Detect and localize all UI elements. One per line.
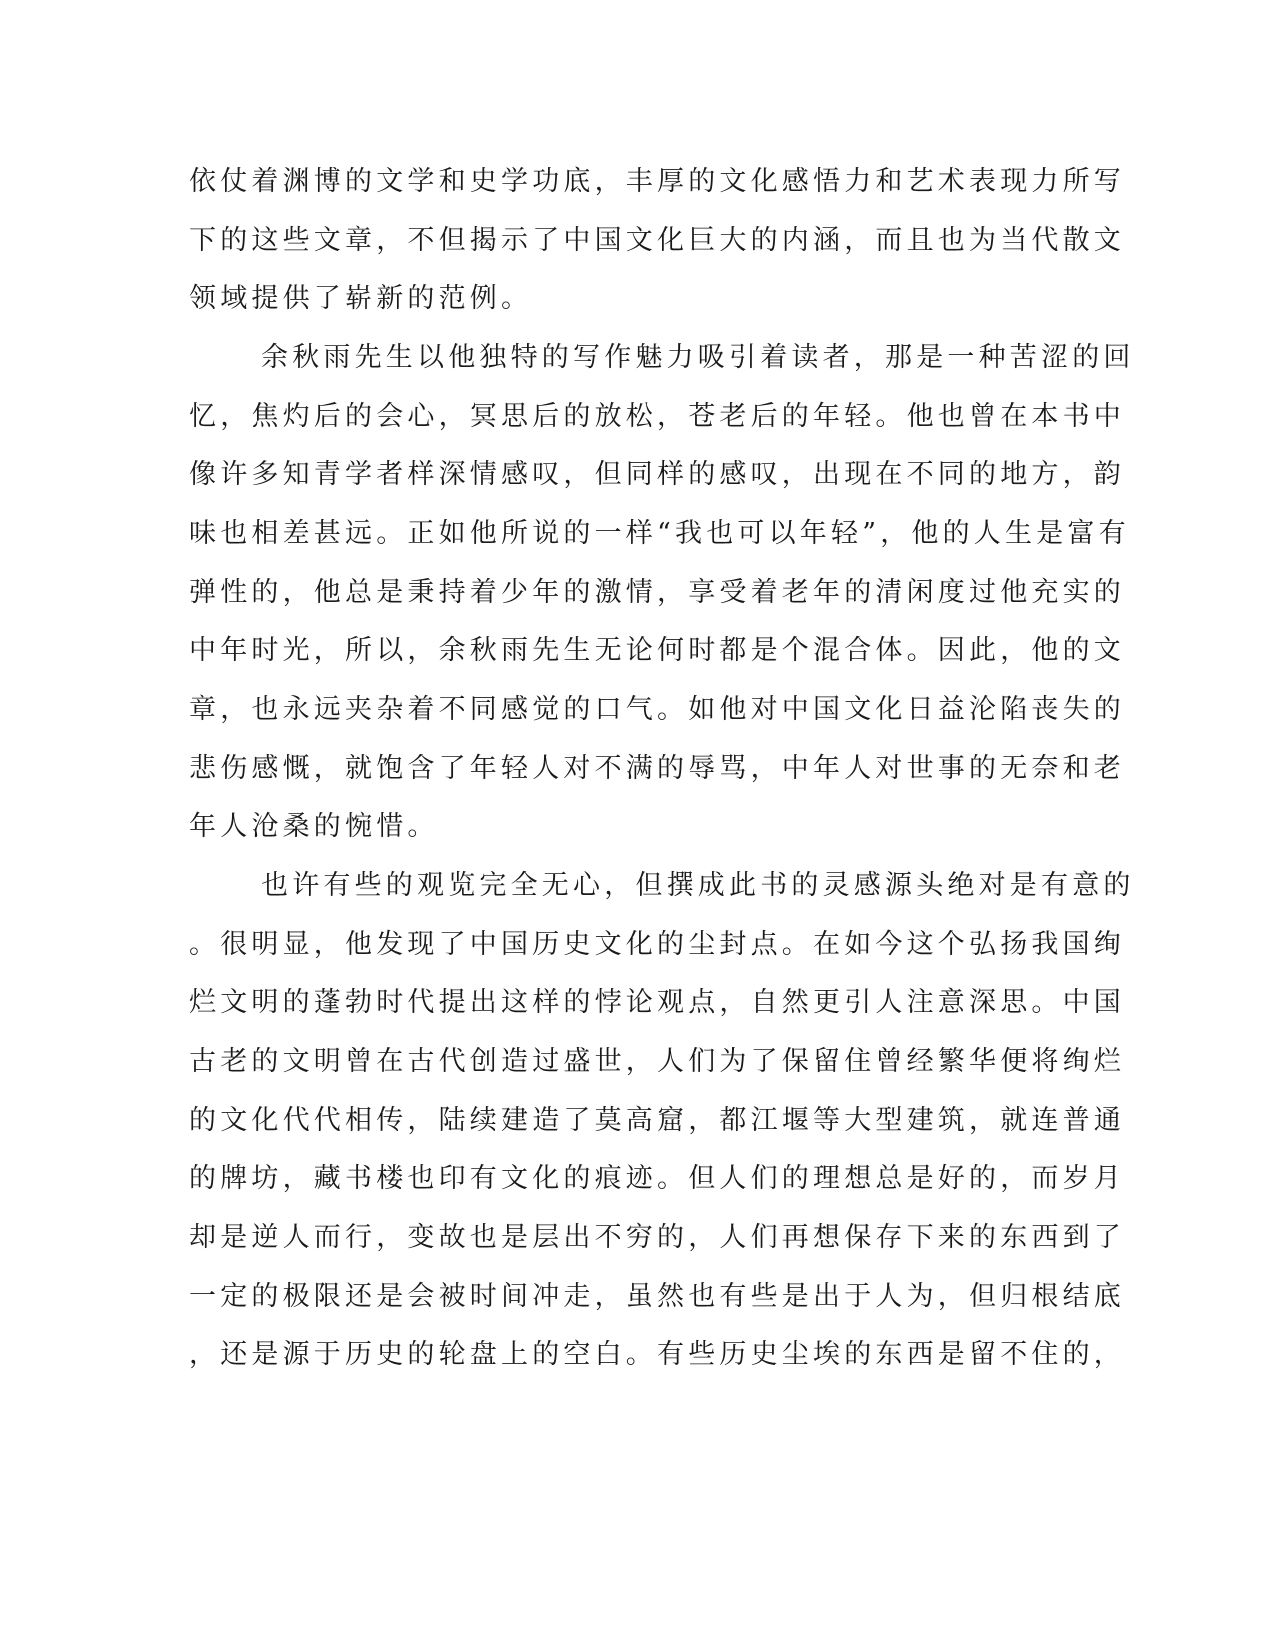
text-line: 下的这些文章，不但揭示了中国文化巨大的内涵，而且也为当代散文 [189, 225, 1125, 256]
text-line: 烂文明的蓬勃时代提出这样的悖论观点，自然更引人注意深思。中国 [189, 987, 1125, 1018]
text-line: 的牌坊，藏书楼也印有文化的痕迹。但人们的理想总是好的，而岁月 [189, 1163, 1125, 1194]
text-line: 依仗着渊博的文学和史学功底，丰厚的文化感悟力和艺术表现力所写 [189, 166, 1125, 197]
text-line: 古老的文明曾在古代创造过盛世，人们为了保留住曾经繁华便将绚烂 [189, 1046, 1125, 1077]
text-line: 中年时光，所以，余秋雨先生无论何时都是个混合体。因此，他的文 [189, 635, 1125, 666]
text-line: 却是逆人而行，变故也是层出不穷的，人们再想保存下来的东西到了 [189, 1222, 1125, 1253]
text-line: 一定的极限还是会被时间冲走，虽然也有些是出于人为，但归根结底 [189, 1281, 1125, 1312]
text-line: 。很明显，他发现了中国历史文化的尘封点。在如今这个弘扬我国绚 [189, 929, 1125, 960]
text-line: 的文化代代相传，陆续建造了莫高窟，都江堰等大型建筑，就连普通 [189, 1105, 1125, 1136]
text-line: 味也相差甚远。正如他所说的一样“我也可以年轻”，他的人生是富有 [189, 518, 1130, 549]
paragraph-start-line: 余秋雨先生以他独特的写作魅力吸引着读者，那是一种苦涩的回 [261, 342, 1135, 373]
text-line: 领域提供了崭新的范例。 [189, 283, 533, 314]
paragraph-start-line: 也许有些的观览完全无心，但撰成此书的灵感源头绝对是有意的 [261, 870, 1135, 901]
text-line: 年人沧桑的惋惜。 [189, 811, 439, 842]
text-line: 忆，焦灼后的会心，冥思后的放松，苍老后的年轻。他也曾在本书中 [189, 401, 1125, 432]
text-line: ，还是源于历史的轮盘上的空白。有些历史尘埃的东西是留不住的， [189, 1339, 1125, 1370]
text-line: 章，也永远夹杂着不同感觉的口气。如他对中国文化日益沦陷丧失的 [189, 694, 1125, 725]
text-line: 弹性的，他总是秉持着少年的激情，享受着老年的清闲度过他充实的 [189, 577, 1125, 608]
text-line: 像许多知青学者样深情感叹，但同样的感叹，出现在不同的地方，韵 [189, 459, 1125, 490]
text-line: 悲伤感慨，就饱含了年轻人对不满的辱骂，中年人对世事的无奈和老 [189, 753, 1125, 784]
